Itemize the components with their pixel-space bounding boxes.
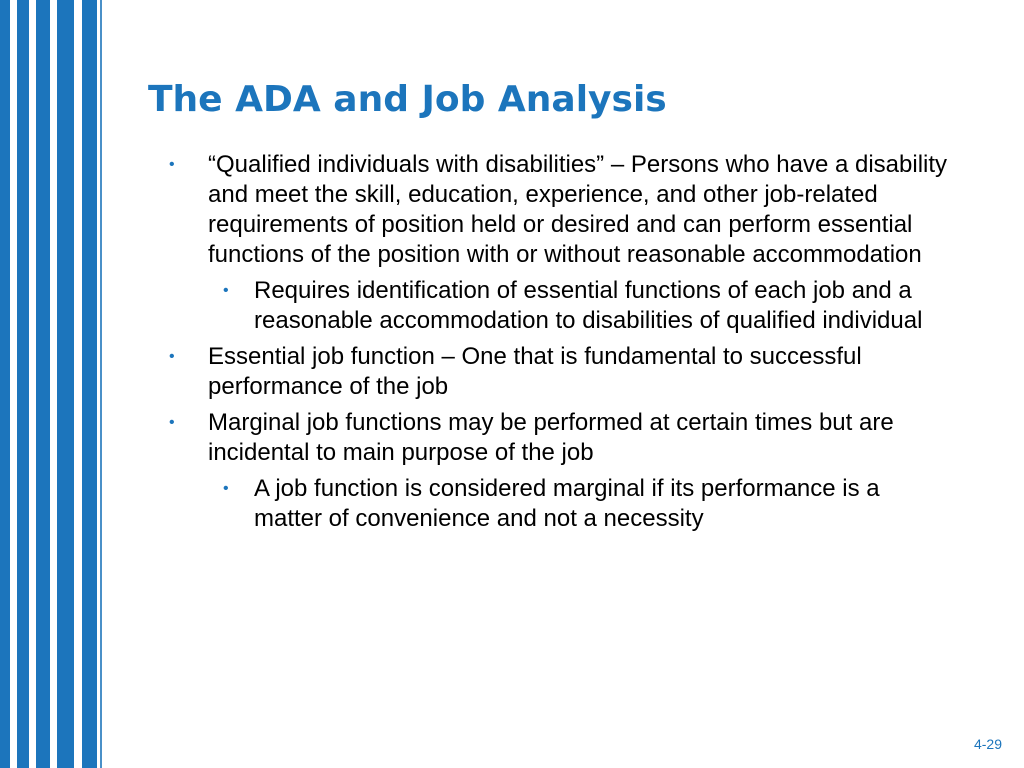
slide-title: The ADA and Job Analysis	[148, 79, 667, 120]
decorative-stripe	[17, 0, 29, 768]
sub-bullet-text: A job function is considered marginal if its performance is a matter of convenience and not a necessity	[254, 475, 880, 532]
bullet-text: Essential job function – One that is fundamental to successful performance of the job	[208, 343, 862, 400]
decorative-stripe	[74, 0, 82, 768]
decorative-stripe	[10, 0, 17, 768]
bullet-list	[165, 150, 965, 540]
bullet-dot-icon: •	[223, 282, 229, 299]
decorative-stripe	[50, 0, 57, 768]
sub-bullet-text: Requires identification of essential functions of each job and a reasonable accommodation to disabilities of qualified individual	[254, 277, 923, 334]
bullet-dot-icon: •	[169, 156, 175, 173]
bullet-dot-icon: •	[223, 480, 229, 497]
bullet-item	[165, 150, 965, 270]
sub-bullet-item	[165, 276, 965, 336]
decorative-stripe	[57, 0, 74, 768]
bullet-text: Marginal job functions may be performed at certain times but are incidental to main purpose of the job	[208, 409, 894, 466]
decorative-stripe	[100, 0, 102, 768]
bullet-dot-icon: •	[169, 348, 175, 365]
bullet-text: “Qualified individuals with disabilities” – Persons who have a disability and meet the skill, education, experience, and other job-related requirements of position held or desired and can perform essential functions of the position with or without reasonable accommodation	[208, 151, 948, 268]
sub-bullet-item	[165, 474, 965, 534]
decorative-stripe	[36, 0, 50, 768]
bullet-item	[165, 342, 965, 402]
decorative-stripe	[29, 0, 36, 768]
page-number: 4-29	[973, 736, 1002, 752]
decorative-stripe	[0, 0, 10, 768]
decorative-stripe	[82, 0, 97, 768]
bullet-item	[165, 408, 965, 468]
bullet-dot-icon: •	[169, 414, 175, 431]
